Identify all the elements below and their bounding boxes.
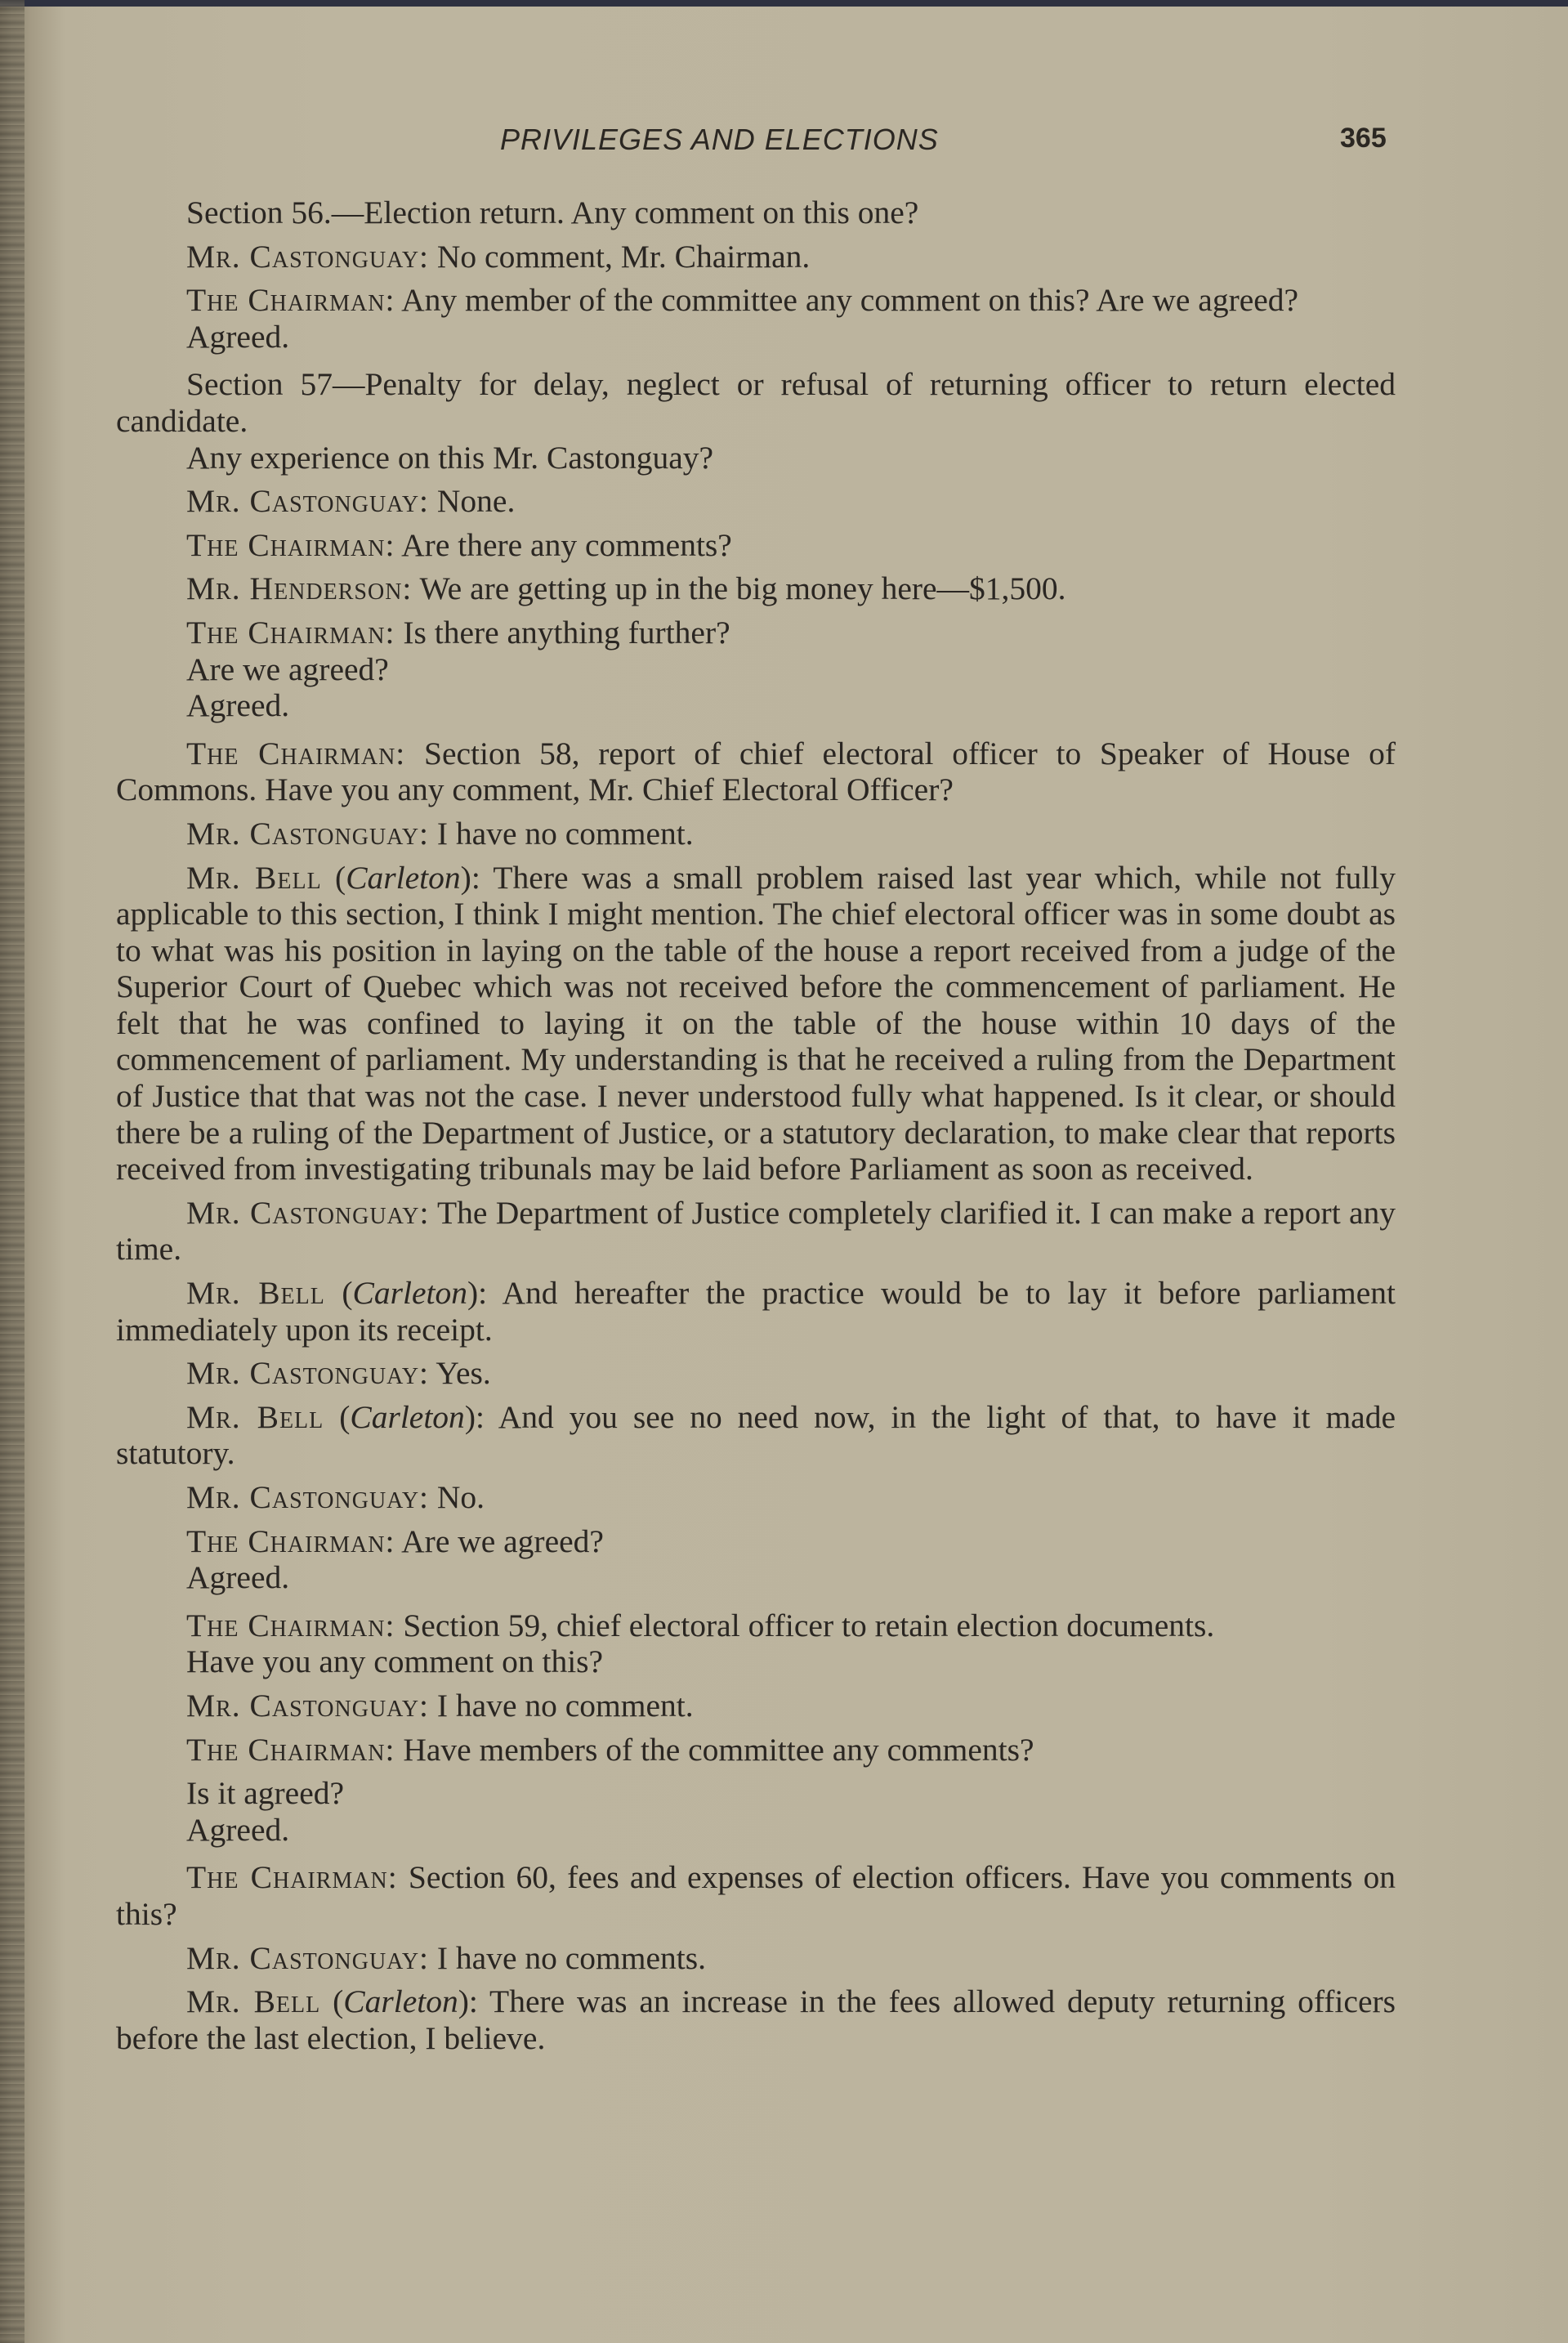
speaker-name: The Chairman: <box>186 614 395 651</box>
paragraph: Mr. Henderson: We are getting up in the big money here—$1,500. <box>186 570 1066 607</box>
speaker-name: Mr. Castonguay: <box>186 1194 430 1231</box>
speaker-name: The Chairman: <box>186 1731 395 1768</box>
riding-name: Carleton <box>343 1983 458 2020</box>
speaker-name: The Chairman: <box>186 282 395 319</box>
paragraph: Section 56.—Election return. Any comment on this one? <box>186 195 919 230</box>
speaker-name: Mr. Bell <box>186 1275 325 1312</box>
speaker-name: Mr. Henderson: <box>186 570 413 607</box>
paragraph: Mr. Castonguay: None. <box>186 483 516 520</box>
speaker-name: Mr. Castonguay: <box>186 1687 430 1724</box>
running-title: PRIVILEGES AND ELECTIONS <box>500 123 939 156</box>
paragraph: The Chairman: Are we agreed? <box>186 1523 604 1559</box>
paragraph: Agreed. <box>186 1559 290 1596</box>
page-number: 365 <box>1340 123 1387 154</box>
speaker-name: The Chairman: <box>186 1607 395 1643</box>
paragraph: The Chairman: Section 59, chief electoral officer to retain election documents. <box>186 1607 1215 1643</box>
speaker-name: Mr. Castonguay: <box>186 815 430 852</box>
speaker-name: The Chairman: <box>186 526 395 563</box>
paragraph: Any experience on this Mr. Castonguay? <box>186 439 714 476</box>
speaker-name: Mr. Bell <box>186 1983 321 2020</box>
riding-name: Carleton <box>352 1275 467 1312</box>
scan-top-edge <box>0 0 1568 7</box>
paragraph: Is it agreed? <box>186 1775 345 1812</box>
paragraph: Section 57—Penalty for delay, neglect or refusal of returning officer to return elected candidate. <box>116 366 1396 439</box>
paragraph: Agreed. <box>186 687 290 724</box>
speaker-name: Mr. Castonguay: <box>186 238 430 275</box>
paragraph: Mr. Castonguay: I have no comment. <box>186 815 694 852</box>
paragraph: Have you any comment on this? <box>186 1643 604 1680</box>
paragraph: The Chairman: Section 58, report of chief electoral officer to Speaker of House of Commons. Have you any comment, Mr. Chief Electoral Officer? <box>116 735 1396 808</box>
speaker-name: Mr. Castonguay: <box>186 483 430 520</box>
speaker-name: The Chairman: <box>186 1859 398 1896</box>
paragraph: The Chairman: Have members of the committee any comments? <box>186 1731 1034 1768</box>
speaker-name: The Chairman: <box>186 735 406 771</box>
paragraph: Mr. Castonguay: The Department of Justice completely clarified it. I can make a report any time. <box>116 1194 1396 1268</box>
paragraph: Are we agreed? <box>186 651 389 687</box>
paragraph: Mr. Castonguay: No. <box>186 1479 485 1515</box>
paragraph: The Chairman: Is there anything further? <box>186 614 730 651</box>
paragraph: The Chairman: Any member of the committee any comment on this? Are we agreed? <box>186 282 1299 319</box>
riding-name: Carleton <box>350 1398 465 1435</box>
paragraph: Mr. Bell (Carleton): And hereafter the practice would be to lay it before parliament immediately upon its receipt. <box>116 1275 1396 1348</box>
speaker-name: Mr. Castonguay: <box>186 1355 430 1392</box>
riding-name: Carleton <box>346 859 461 896</box>
paragraph: Agreed. <box>186 1811 290 1848</box>
page-header <box>0 123 1568 163</box>
speaker-name: Mr. Bell <box>186 1398 324 1435</box>
speaker-name: Mr. Castonguay: <box>186 1939 430 1976</box>
paragraph: Mr. Castonguay: I have no comments. <box>186 1939 706 1976</box>
speaker-name: Mr. Bell <box>186 859 322 896</box>
paragraph: Mr. Castonguay: No comment, Mr. Chairman. <box>186 238 811 275</box>
paragraph: Mr. Bell (Carleton): And you see no need now, in the light of that, to have it made statutory. <box>116 1398 1396 1472</box>
paragraph: Mr. Castonguay: Yes. <box>186 1355 491 1392</box>
paragraph: The Chairman: Section 60, fees and expenses of election officers. Have you comments on this? <box>116 1859 1396 1932</box>
paragraph: Mr. Bell (Carleton): There was an increase in the fees allowed deputy returning officers before the last election, I believe. <box>116 1983 1396 2056</box>
speaker-name: Mr. Castonguay: <box>186 1479 430 1515</box>
paragraph: Mr. Bell (Carleton): There was a small problem raised last year which, while not fully applicable to this section, I think I might mention. The chief electoral officer was in some doubt as to what was his position in laying on the table of the house a report received from a judge of the Superior Court of Quebec which was not received before the commencement of parliament. He felt that he was confined to laying it on the table of the house within 10 days of the commencement of parliament. My understanding is that he received a ruling from the Department of Justice that that was not the case. I never understood fully what happened. Is it clear, or should there be a ruling of the Department of Justice, or a statutory declaration, to make clear that reports received from investigating tribunals may be laid before Parliament as soon as received. <box>116 859 1396 1187</box>
speaker-name: The Chairman: <box>186 1523 395 1559</box>
paragraph: The Chairman: Are there any comments? <box>186 526 732 563</box>
paragraph: Mr. Castonguay: I have no comment. <box>186 1687 694 1724</box>
paragraph: Agreed. <box>186 318 290 355</box>
transcript-body <box>116 195 1396 2056</box>
book-spine-shadow <box>0 0 25 2343</box>
